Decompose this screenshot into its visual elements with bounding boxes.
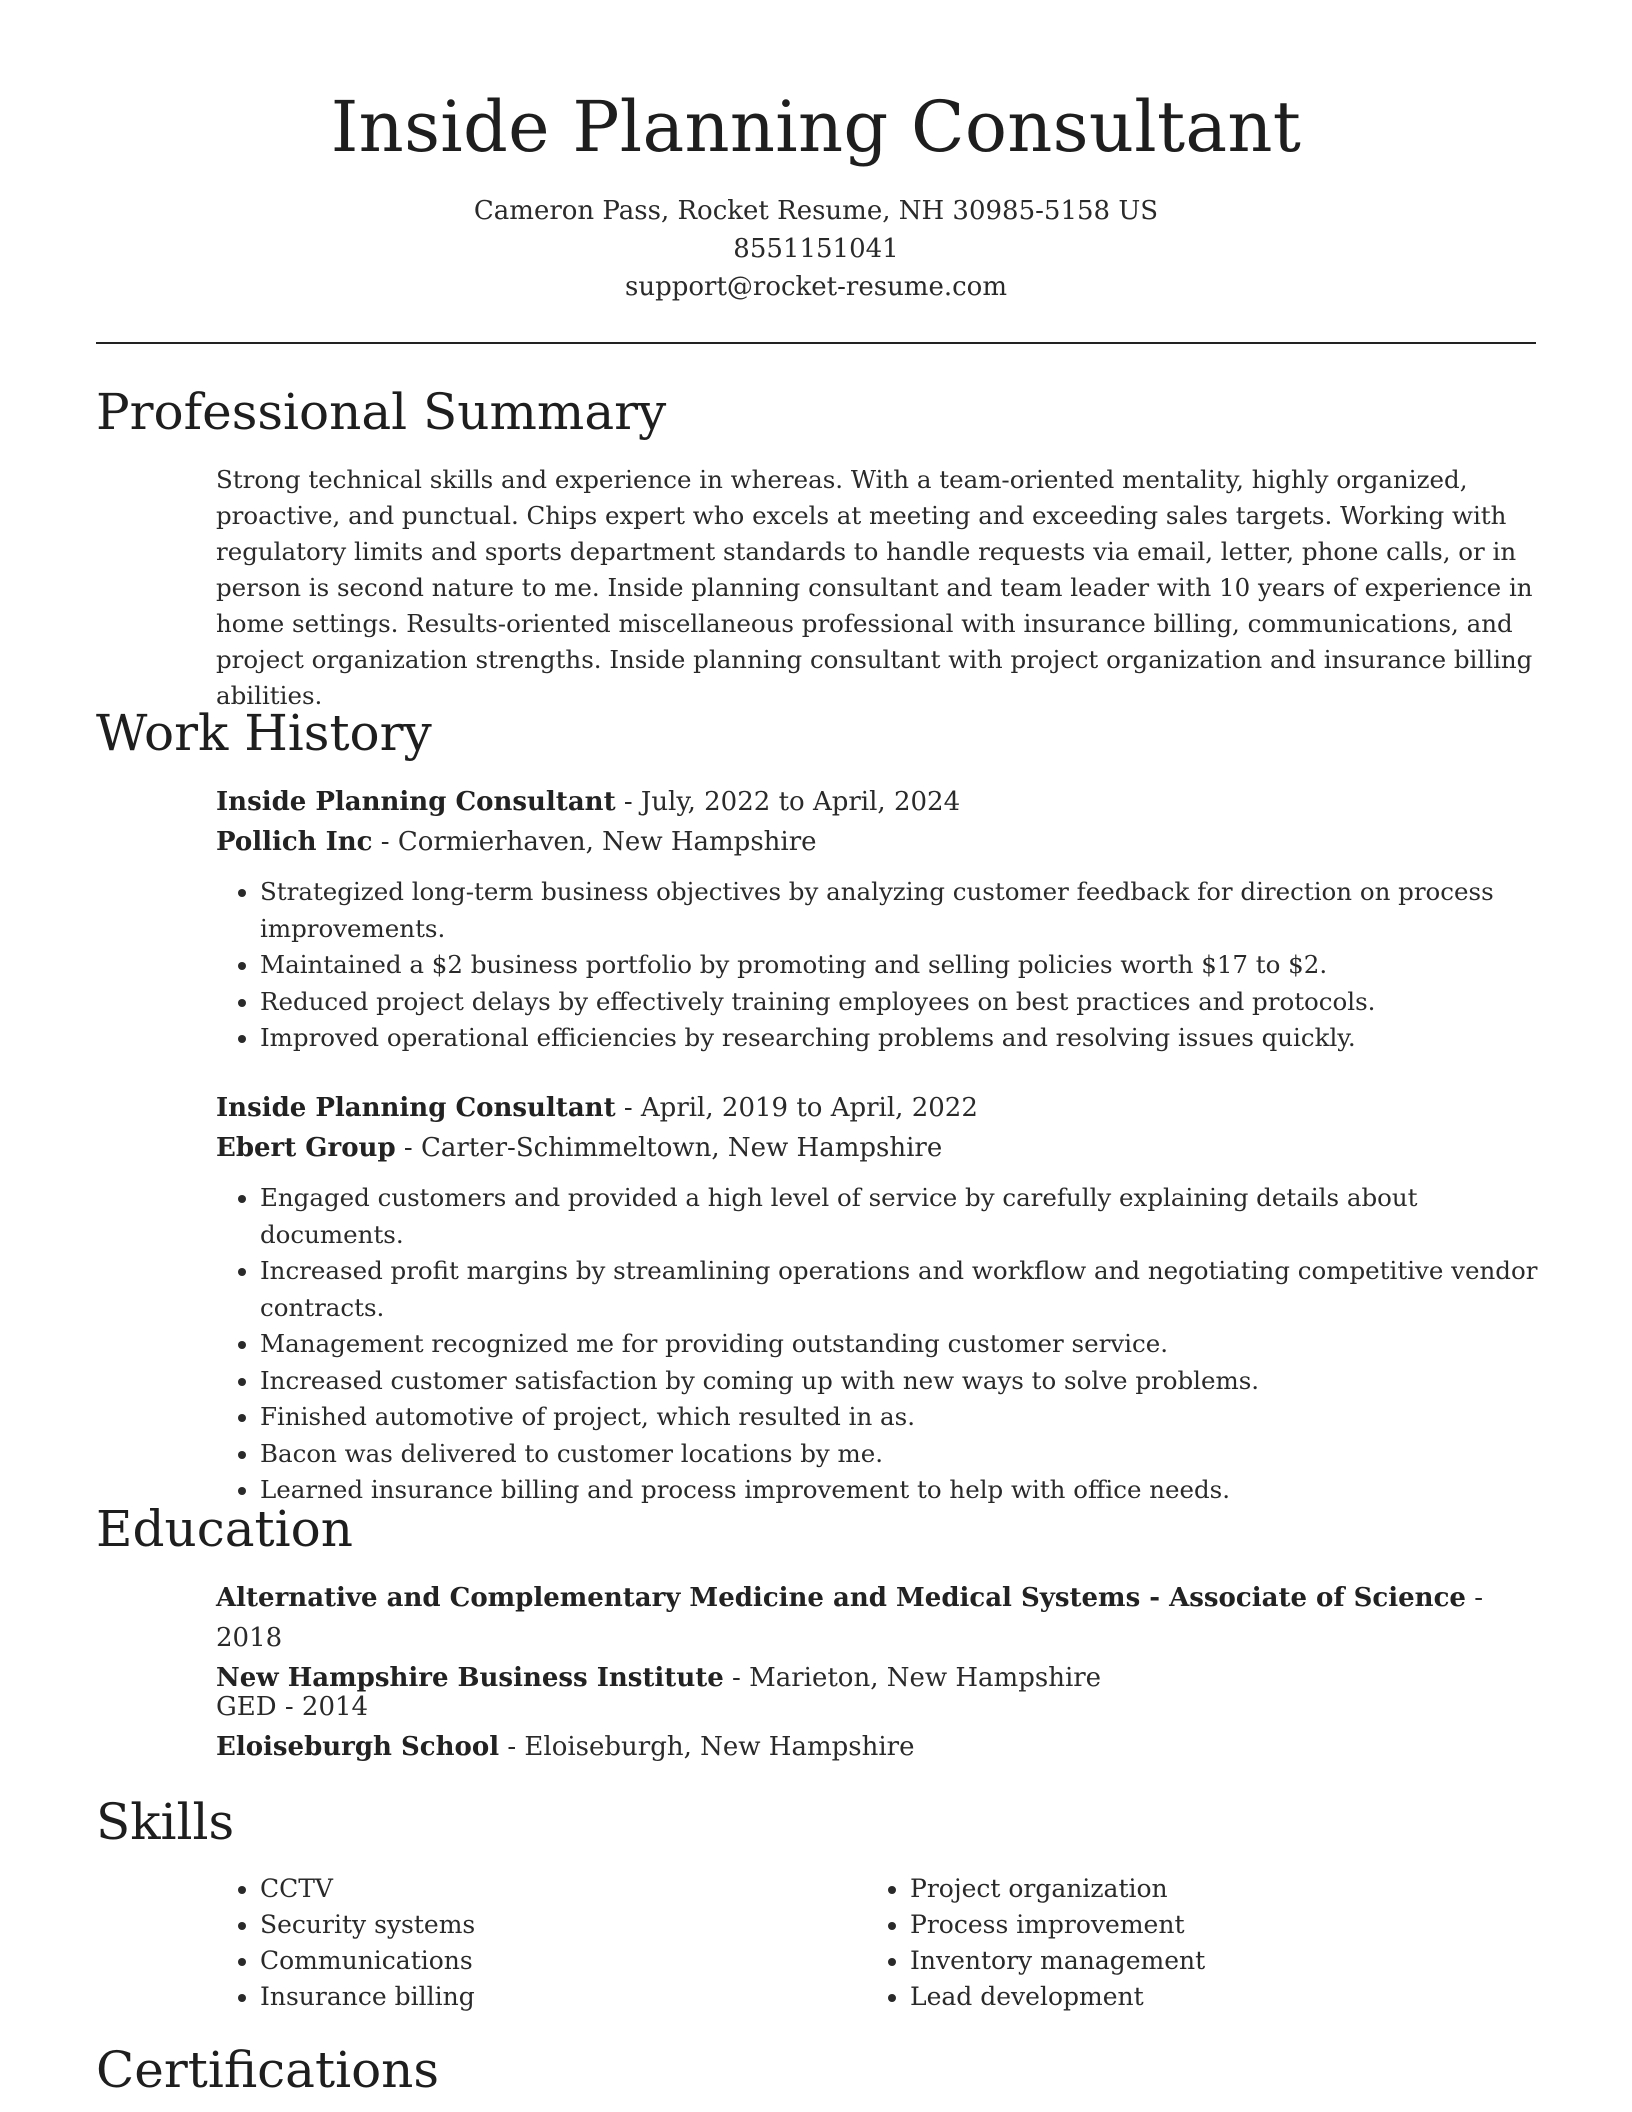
list-item: • CCTV: [260, 1871, 816, 1907]
header-divider: [96, 342, 1536, 344]
company-name: Pollich Inc: [216, 827, 373, 857]
skills-list-left: [216, 1871, 816, 2015]
list-item: • Improved operational efficiencies by researching problems and resolving issues quickly.: [260, 1020, 1538, 1057]
school-name: Eloiseburgh School: [216, 1732, 500, 1762]
candidate-name: Inside Planning Consultant: [330, 86, 1302, 168]
job-dates: - July, 2022 to April, 2024: [615, 787, 961, 817]
company-name: Ebert Group: [216, 1133, 396, 1163]
contact-info: [0, 192, 1632, 306]
school-name: New Hampshire Business Institute: [216, 1663, 724, 1693]
skills-list-right: [866, 1871, 1466, 2015]
job-title: Inside Planning Consultant: [216, 1093, 616, 1123]
education-entry-1: [216, 1578, 1538, 1698]
education-degree: GED: [216, 1692, 277, 1722]
list-item: • Bacon was delivered to customer locations by me.: [260, 1436, 1538, 1473]
contact-email: support@rocket-resume.com: [624, 272, 1007, 302]
list-item: • Reduced project delays by effectively training employees on best practices and protocols.: [260, 984, 1538, 1021]
job-title: Inside Planning Consultant: [216, 787, 616, 817]
list-item: • Process improvement: [910, 1907, 1466, 1943]
company-location: - Carter-Schimmeltown, New Hampshire: [395, 1133, 943, 1163]
work-bullets: [216, 1180, 1538, 1509]
education-degree-line: [216, 1687, 1538, 1727]
list-item: • Engaged customers and provided a high level of service by carefully explaining details about documents.: [260, 1180, 1538, 1253]
section-title-certifications: Certifications: [96, 2041, 440, 2099]
skills-column-left: [216, 1871, 816, 2015]
section-title-education: Education: [96, 1500, 353, 1558]
education-field: Alternative and Complementary Medicine and Medical Systems: [216, 1583, 1141, 1613]
job-dates: - April, 2019 to April, 2022: [615, 1093, 978, 1123]
list-item: • Lead development: [910, 1979, 1466, 2015]
section-title-summary: Professional Summary: [96, 383, 667, 441]
list-item: • Finished automotive of project, which resulted in as.: [260, 1399, 1538, 1436]
list-item: • Management recognized me for providing outstanding customer service.: [260, 1326, 1538, 1363]
work-entry-2: [216, 1088, 1538, 1509]
skills-column-right: [866, 1871, 1466, 2015]
work-entry-company-line: [216, 822, 1538, 862]
summary-block: [216, 462, 1538, 714]
school-location: - Eloiseburgh, New Hampshire: [499, 1732, 915, 1762]
list-item: • Increased customer satisfaction by coming up with new ways to solve problems.: [260, 1363, 1538, 1400]
education-entry-2: [216, 1687, 1538, 1767]
section-title-skills: Skills: [96, 1793, 235, 1851]
company-location: - Cormierhaven, New Hampshire: [372, 827, 817, 857]
education-degree-line: [216, 1578, 1538, 1658]
list-item: • Communications: [260, 1943, 816, 1979]
summary-text: Strong technical skills and experience in whereas. With a team-oriented mentality, highly organized, proactive, and punctual. Chips expert who excels at meeting and exceeding sales targets. Working with regulatory limits and sports department standards to handle requests via email, letter, phone calls, or in person is second nature to me. Inside planning consultant and team leader with 10 years of experience in home settings. Results-oriented miscellaneous professional with insurance billing, communications, and project organization strengths. Inside planning consultant with project organization and insurance billing abilities.: [216, 465, 1533, 710]
education-degree: - Associate of Science: [1140, 1583, 1466, 1613]
contact-address: Cameron Pass, Rocket Resume, NH 30985-5158 US: [473, 196, 1159, 226]
list-item: • Project organization: [910, 1871, 1466, 1907]
education-year: - 2018: [216, 1583, 1484, 1653]
list-item: • Learned insurance billing and process improvement to help with office needs.: [260, 1472, 1538, 1509]
work-entry-1: [216, 782, 1538, 1057]
work-entry-company-line: [216, 1128, 1538, 1168]
list-item: • Insurance billing: [260, 1979, 816, 2015]
list-item: • Security systems: [260, 1907, 816, 1943]
school-location: - Marieton, New Hampshire: [723, 1663, 1102, 1693]
list-item: • Maintained a $2 business portfolio by promoting and selling policies worth $17 to $2.: [260, 947, 1538, 984]
work-entry-title-line: [216, 1088, 1538, 1128]
list-item: • Inventory management: [910, 1943, 1466, 1979]
list-item: • Increased profit margins by streamlining operations and workflow and negotiating competitive vendor contracts.: [260, 1253, 1538, 1326]
contact-phone: 8551151041: [733, 234, 899, 264]
section-title-work: Work History: [96, 704, 432, 762]
work-entry-title-line: [216, 782, 1538, 822]
education-school-line: [216, 1727, 1538, 1767]
work-bullets: [216, 874, 1538, 1057]
list-item: • Strategized long-term business objectives by analyzing customer feedback for direction on process improvements.: [260, 874, 1538, 947]
education-year: - 2014: [276, 1692, 369, 1722]
